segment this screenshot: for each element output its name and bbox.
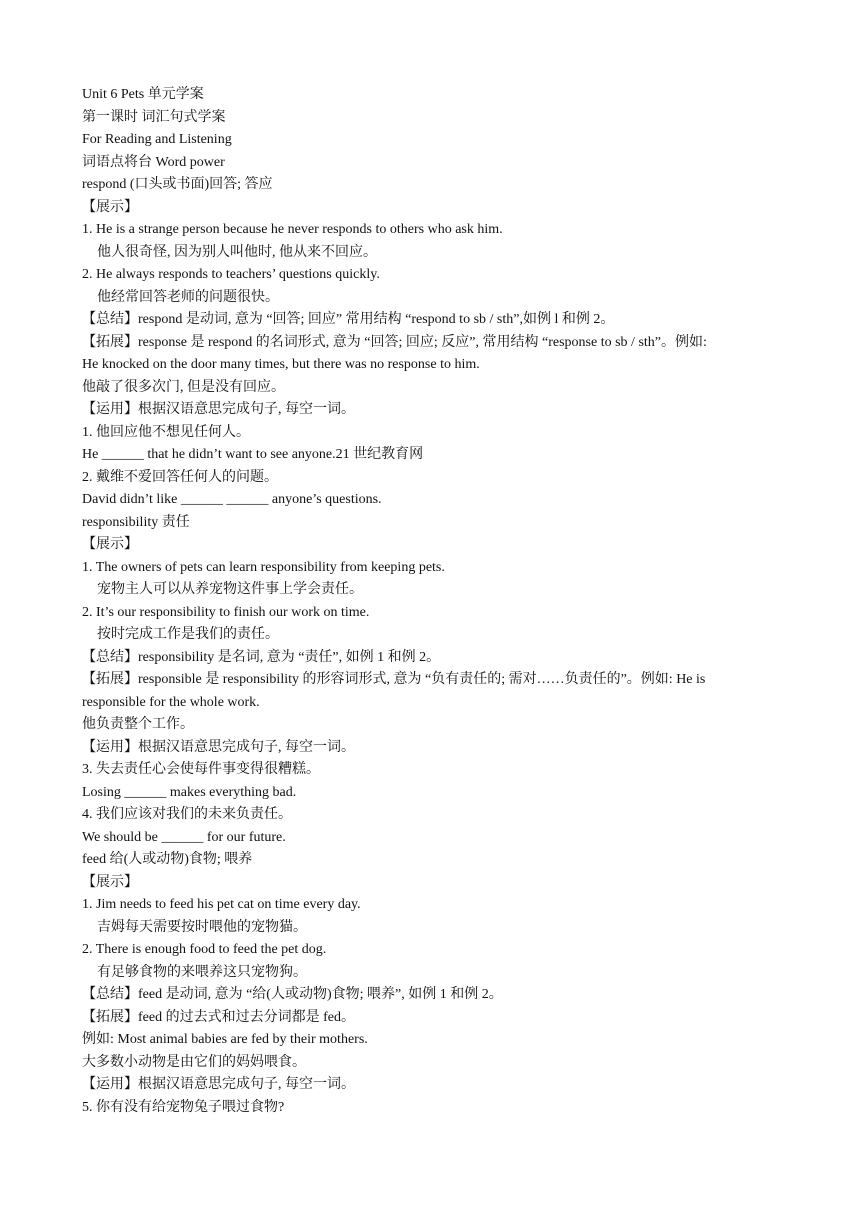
text-line: 【拓展】feed 的过去式和过去分词都是 fed。 bbox=[82, 1009, 355, 1025]
text-line: 【总结】feed 是动词, 意为 “给(人或动物)食物; 喂养”, 如例 1 和例 2。 bbox=[82, 987, 503, 1002]
text-line: 1. Jim needs to feed his pet cat on time every day. bbox=[82, 897, 361, 912]
text-line: 1. He is a strange person because he never responds to others who ask him. bbox=[82, 222, 503, 237]
text-line: 2. He always responds to teachers’ questions quickly. bbox=[82, 267, 380, 282]
text-line: 【运用】根据汉语意思完成句子, 每空一词。 bbox=[82, 739, 355, 755]
text-line: 4. 我们应该对我们的未来负责任。 bbox=[82, 807, 292, 822]
text-line: 【拓展】responsible 是 responsibility 的形容词形式, 意为 “负有责任的; 需对……负责任的”。例如: He is bbox=[82, 672, 706, 687]
text-line: responsibility 责任 bbox=[82, 514, 190, 530]
text-line: He knocked on the door many times, but there was no response to him. bbox=[82, 357, 480, 372]
text-line: respond (口头或书面)回答; 答应 bbox=[82, 177, 273, 192]
text-line: 1. 他回应他不想见任何人。 bbox=[82, 424, 250, 440]
text-line: 【运用】根据汉语意思完成句子, 每空一词。 bbox=[82, 402, 355, 417]
text-line: 【展示】 bbox=[82, 199, 138, 215]
text-line: 第一课时 词汇句式学案 bbox=[82, 109, 226, 125]
text-line: 他人很奇怪, 因为别人叫他时, 他从来不回应。 bbox=[97, 244, 377, 260]
text-line: 【展示】 bbox=[82, 874, 138, 890]
text-line: 吉姆每天需要按时喂他的宠物猫。 bbox=[97, 919, 307, 935]
text-line: 按时完成工作是我们的责任。 bbox=[97, 627, 279, 642]
text-line: 2. There is enough food to feed the pet dog. bbox=[82, 942, 327, 957]
text-line: 宠物主人可以从养宠物这件事上学会责任。 bbox=[97, 582, 363, 597]
text-line: David didn’t like ______ ______ anyone’s questions. bbox=[82, 492, 382, 507]
text-line: 5. 你有没有给宠物兔子喂过食物? bbox=[82, 1099, 285, 1115]
text-line: 2. 戴维不爱回答任何人的问题。 bbox=[82, 469, 278, 485]
text-line: 【总结】respond 是动词, 意为 “回答; 回应” 常用结构 “respond to sb / sth”,如例 l 和例 2。 bbox=[82, 312, 615, 327]
text-line: Losing ______ makes everything bad. bbox=[82, 784, 297, 800]
text-line: 1. The owners of pets can learn responsibility from keeping pets. bbox=[82, 559, 445, 575]
text-line: 【总结】responsibility 是名词, 意为 “责任”, 如例 1 和例 2。 bbox=[82, 649, 441, 665]
text-line: 2. It’s our responsibility to finish our work on time. bbox=[82, 604, 370, 620]
text-line: 【拓展】response 是 respond 的名词形式, 意为 “回答; 回应; 反应”, 常用结构 “response to sb / sth”。例如: bbox=[82, 334, 707, 350]
text-line: 【运用】根据汉语意思完成句子, 每空一词。 bbox=[82, 1077, 355, 1092]
text-line: 【展示】 bbox=[82, 537, 138, 552]
text-line: feed 给(人或动物)食物; 喂养 bbox=[82, 852, 253, 867]
text-line: 他敲了很多次门, 但是没有回应。 bbox=[82, 379, 285, 395]
text-line: 他经常回答老师的问题很快。 bbox=[97, 289, 279, 305]
text-line: 词语点将台 Word power bbox=[82, 154, 225, 170]
text-line: 大多数小动物是由它们的妈妈喂食。 bbox=[82, 1054, 306, 1070]
text-line: 有足够食物的来喂养这只宠物狗。 bbox=[97, 964, 307, 980]
text-line: For Reading and Listening bbox=[82, 132, 232, 147]
text-line: 他负责整个工作。 bbox=[82, 717, 194, 732]
document-page bbox=[82, 84, 782, 1119]
text-line: 3. 失去责任心会使每件事变得很糟糕。 bbox=[82, 762, 320, 777]
text-line: 例如: Most animal babies are fed by their mothers. bbox=[82, 1032, 368, 1047]
text-line: responsible for the whole work. bbox=[82, 694, 260, 710]
text-line: He ______ that he didn’t want to see anyone.21 世纪教育网 bbox=[82, 447, 424, 462]
text-line: Unit 6 Pets 单元学案 bbox=[82, 87, 204, 102]
text-line: We should be ______ for our future. bbox=[82, 829, 286, 845]
